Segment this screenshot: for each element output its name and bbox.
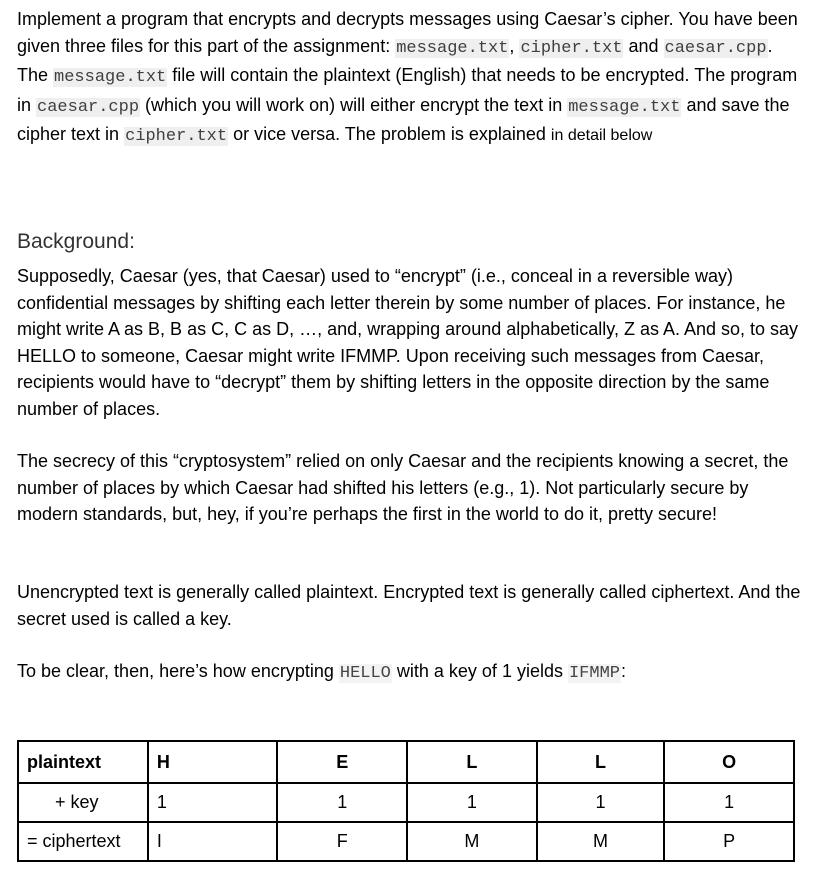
table-cell: L: [407, 741, 537, 783]
code-hello: HELLO: [339, 664, 391, 683]
paragraph-text: with a key of 1 yields: [391, 661, 568, 681]
code-ifmmp: IFMMP: [568, 664, 620, 683]
table-cell: H: [148, 741, 278, 783]
table-row: [18, 741, 794, 783]
code-caesar-cpp: caesar.cpp: [664, 38, 767, 58]
paragraph-text: To be clear, then, here’s how encrypting: [17, 661, 339, 681]
table-cell: 1: [537, 783, 665, 822]
table-cell: 1: [407, 783, 537, 822]
code-cipher-txt: cipher.txt: [520, 38, 623, 58]
intro-text: and save the cipher text in: [17, 94, 790, 144]
intro-paragraph: [17, 6, 807, 151]
code-message-txt: message.txt: [54, 68, 167, 87]
intro-text: or vice versa. The problem is explained: [228, 124, 551, 144]
intro-text: and: [623, 35, 664, 56]
row-label-ciphertext: = ciphertext: [18, 822, 148, 861]
intro-text: (which you will work on) will either encrypt the text in: [140, 94, 568, 115]
background-paragraph-4: [17, 658, 807, 688]
table-cell: P: [664, 822, 794, 861]
caesar-table: [17, 740, 795, 862]
table-cell: 1: [664, 783, 794, 822]
table-cell: F: [277, 822, 407, 861]
table-row: [18, 822, 794, 861]
code-message-txt: message.txt: [568, 97, 681, 117]
background-heading: Background:: [17, 230, 135, 253]
table-cell: 1: [277, 783, 407, 822]
code-message-txt: message.txt: [396, 38, 509, 58]
table-cell: L: [537, 741, 665, 783]
paragraph-text: :: [621, 661, 627, 681]
row-label-plaintext: plaintext: [18, 741, 148, 783]
table-cell: O: [664, 741, 794, 783]
intro-text: . The: [17, 35, 773, 85]
background-paragraph-2: The secrecy of this “cryptosystem” relied on only Caesar and the recipients knowing a secret, the number of places by which Caesar had shifted his letters (e.g., 1). Not particularly secure by modern standards, but, hey, if you’re perhaps the first in the world to do it, pretty secure!: [17, 451, 789, 524]
intro-text: ,: [509, 35, 520, 56]
code-cipher-txt: cipher.txt: [125, 127, 228, 146]
background-paragraph-1: Supposedly, Caesar (yes, that Caesar) used to “encrypt” (i.e., conceal in a reversible way) confidential messages by shifting each letter therein by some number of places. For instance, he might write A as B, B as C, C as D, …, and, wrapping around alphabetically, Z as A. And so, to say HELLO to someone, Caesar might write IFMMP. Upon receiving such messages from Caesar, recipients would have to “decrypt” them by shifting letters in the opposite direction by the same number of places.: [17, 266, 799, 419]
row-label-key: + key: [18, 783, 148, 822]
intro-text-small: in detail below: [550, 127, 653, 144]
table-cell: I: [148, 822, 278, 861]
table-cell: M: [537, 822, 665, 861]
table-cell: M: [407, 822, 537, 861]
table-cell: E: [277, 741, 407, 783]
intro-text: Implement a program that encrypts and decrypts messages using Caesar’s cipher. You have been given three files for this part of the assignment:: [17, 9, 798, 56]
code-caesar-cpp: caesar.cpp: [37, 97, 140, 117]
table-row: [18, 783, 794, 822]
table-cell: 1: [148, 783, 278, 822]
background-paragraph-3: Unencrypted text is generally called plaintext. Encrypted text is generally called ciphertext. And the secret used is called a key.: [17, 582, 801, 629]
intro-text: file will contain the plaintext (English) that needs to be encrypted. The program in: [17, 65, 798, 115]
